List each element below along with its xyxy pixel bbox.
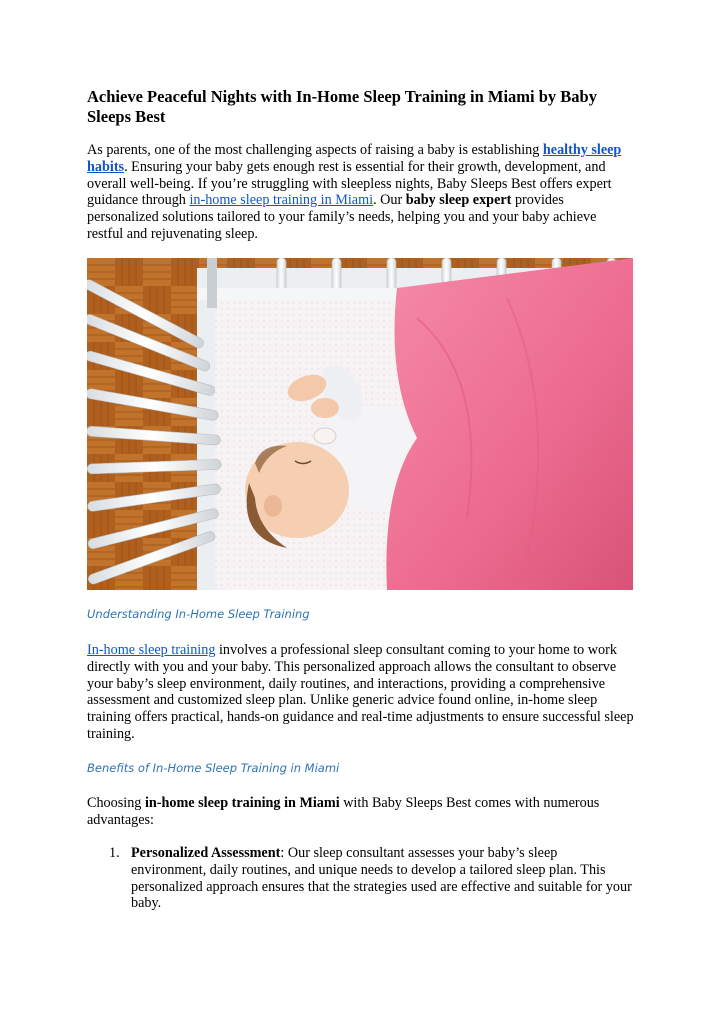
in-home-sleep-training-link[interactable]: In-home sleep training <box>87 642 216 658</box>
choosing-bold: in-home sleep training in Miami <box>144 795 340 811</box>
intro-text-3: . Our <box>373 192 406 209</box>
section-heading-benefits: Benefits of In-Home Sleep Training in Miami <box>87 761 340 775</box>
benefits-list <box>87 845 635 912</box>
list-item-text: : Our sleep consultant assesses your baby’s sleep environment, daily routines, and unique needs to develop a tailored sleep plan. This personalized approach ensures that the strategies used are effective and suitable for your baby. <box>131 845 632 912</box>
section-heading-understanding: Understanding In-Home Sleep Training <box>87 607 310 621</box>
in-home-sleep-training-miami-link[interactable]: in-home sleep training in Miami <box>189 192 374 209</box>
sleeping-baby-in-crib-photo <box>87 258 633 590</box>
choosing-text-2: with Baby Sleeps Best comes with numerous advantages: <box>87 795 600 828</box>
intro-paragraph <box>87 142 635 243</box>
choosing-paragraph <box>87 795 635 829</box>
page-title: Achieve Peaceful Nights with In-Home Sleep Training in Miami by Baby Sleeps Best <box>87 87 597 126</box>
list-item-number: 1. <box>109 845 120 861</box>
list-item <box>87 845 635 912</box>
choosing-text-1: Choosing <box>87 795 145 811</box>
in-home-training-paragraph <box>87 642 635 743</box>
healthy-sleep-habits-link[interactable]: healthy sleep habits <box>87 142 622 175</box>
in-home-training-text: involves a professional sleep consultant coming to your home to work directly with you and your baby. This personalized approach allows the consultant to observe your baby’s sleep environment, daily routines, and interactions, providing a comprehensive assessment and customized sleep plan. Unlike generic advice found online, in-home sleep training offers practical, hands-on guidance and real-time adjustments to ensure successful sleep training. <box>87 642 634 742</box>
list-item-title: Personalized Assessment <box>131 845 281 861</box>
intro-text-1: As parents, one of the most challenging aspects of raising a baby is establishing <box>87 142 543 158</box>
intro-text-4: provides personalized solutions tailored to your family’s needs, helping you and your baby achieve restful and rejuvenating sleep. <box>87 192 597 242</box>
intro-text-2: . Ensuring your baby gets enough rest is essential for their growth, development, and overall well-being. If you’re struggling with sleepless nights, Baby Sleeps Best offers expert guidance through <box>87 158 612 209</box>
baby-sleep-expert-bold: baby sleep expert <box>405 192 512 209</box>
